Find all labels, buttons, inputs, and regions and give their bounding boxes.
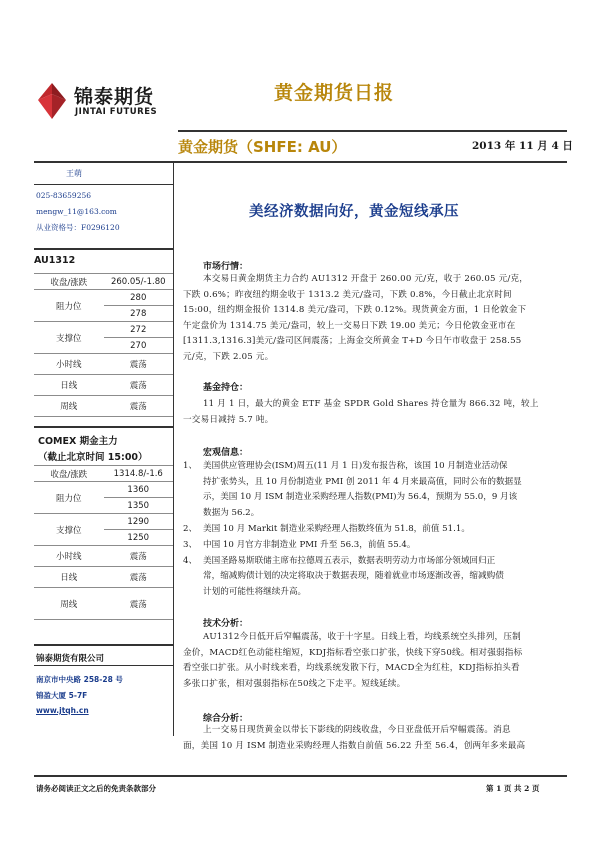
support-label: 支撑位: [34, 322, 104, 354]
macro-item-number: 4、: [183, 556, 198, 566]
resistance-label: 阻力位: [34, 482, 104, 514]
comex-section-divider: [34, 426, 173, 428]
trend-label: 小时线: [34, 354, 104, 375]
macro-item-line: 美国 10 月 Markit 制造业采购经理人指数终值为 51.8，前值 51.1。: [203, 524, 470, 534]
comex-quote-table: [34, 465, 173, 620]
au1312-heading: AU1312: [34, 255, 76, 266]
support-value: 1250: [104, 530, 174, 546]
trend-value: 震荡: [104, 546, 174, 567]
table-row: [34, 546, 173, 567]
company-address-line1: 南京市中央路 258-28 号: [36, 675, 123, 684]
table-row: [34, 290, 173, 306]
table-row: [34, 375, 173, 396]
market-line: 本交易日黄金期货主力合约 AU1312 开盘于 260.00 元/克，收于 260.05 元/克，: [203, 274, 529, 284]
comex-subheading: （截止北京时间 15:00）: [38, 452, 148, 463]
trend-label: 日线: [34, 375, 104, 396]
close-label: 收盘/涨跌: [34, 466, 104, 482]
logo-english-name: JINTAI FUTURES: [75, 107, 158, 117]
footer-disclaimer: 请务必阅读正文之后的免责条款部分: [36, 784, 156, 793]
tech-section-title: 技术分析：: [203, 619, 249, 629]
au1312-quote-table: [34, 273, 173, 417]
company-website[interactable]: www.jtqh.cn: [36, 706, 89, 715]
macro-item-line: 美国供应管理协会(ISM)周五(11 月 1 日)发布报告称，该国 10 月制造业活动保: [203, 461, 508, 471]
macro-section-title: 宏观信息：: [203, 448, 249, 458]
company-name-divider: [34, 665, 173, 666]
trend-value: 震荡: [104, 396, 174, 417]
company-name: 锦泰期货有限公司: [36, 654, 105, 664]
tech-line: 多张口扩张，相对强弱指标在50线之下走平。短线延续。: [183, 679, 406, 689]
resistance-value: 1360: [104, 482, 174, 498]
footer-divider: [34, 775, 567, 777]
table-row: [34, 482, 173, 498]
trend-value: 震荡: [104, 354, 174, 375]
top-divider: [178, 130, 567, 132]
close-label: 收盘/涨跌: [34, 274, 104, 290]
support-label: 支撑位: [34, 514, 104, 546]
summary-line: 面，美国 10 月 ISM 制造业采购经理人指数自前值 56.22 升至 56.4，创两年多来最高: [183, 741, 526, 751]
market-line: 元/克，下跌 2.05 元。: [183, 352, 274, 362]
au-section-divider: [34, 248, 173, 250]
macro-item-line: 持扩张势头，且 10 月份制造业 PMI 创 2011 年 4 月来最高值，同时公布的数据显: [203, 477, 522, 487]
trend-value: 震荡: [104, 567, 174, 588]
fund-line: 一交易日减持 5.7 吨。: [183, 415, 274, 425]
logo-chinese-name: 锦泰期货: [74, 86, 155, 108]
jintai-logo-icon: [34, 82, 70, 120]
tech-line: 看空张口扩张。从小时线来看，均线系统发散下行，MACD全为红柱，KDJ指标拍头看: [183, 663, 520, 673]
analyst-phone: 025-83659256: [36, 191, 92, 200]
summary-line: 上一交易日现货黄金以带长下影线的阴线收盘，今日亚盘低开后窄幅震荡。消息: [203, 725, 511, 735]
analyst-name: 王萌: [66, 169, 82, 178]
tech-line: 金价，MACD红色动能柱缩短，KDJ指标看空张口扩张，快线下穿50线。相对强弱指标: [183, 648, 523, 658]
macro-item-line: 数据为 56.2。: [203, 508, 260, 518]
macro-item-line: 计划的可能性将继续升高。: [203, 587, 307, 597]
fund-line: 11 月 1 日，最大的黄金 ETF 基金 SPDR Gold Shares 持仓量为 866.32 吨，较上: [203, 399, 539, 409]
macro-item-number: 1、: [183, 461, 198, 471]
macro-item-line: 常，缩减购债计划的决定将取决于数据表现，随着就业市场逐渐改善，缩减购债: [203, 571, 504, 581]
analyst-divider: [34, 184, 173, 185]
company-logo: [34, 80, 174, 126]
table-row: [34, 588, 173, 620]
table-row: [34, 514, 173, 530]
page-number: 第 1 页 共 2 页: [486, 784, 540, 793]
column-divider: [173, 163, 174, 736]
table-row: [34, 466, 173, 482]
table-row: [34, 274, 173, 290]
summary-section-title: 综合分析：: [203, 714, 249, 724]
resistance-value: 278: [104, 306, 174, 322]
market-section-title: 市场行情：: [203, 262, 249, 272]
trend-label: 日线: [34, 567, 104, 588]
close-value: 1314.8/-1.6: [104, 466, 174, 482]
macro-item-number: 2、: [183, 524, 198, 534]
band-divider: [34, 161, 567, 163]
fund-section-title: 基金持仓：: [203, 383, 249, 393]
support-value: 1290: [104, 514, 174, 530]
report-title: 黄金期货日报: [274, 82, 395, 104]
macro-item-number: 3、: [183, 540, 198, 550]
trend-label: 小时线: [34, 546, 104, 567]
tech-line: AU1312今日低开后窄幅震荡，收于十字星。日线上看，均线系统空头排列，压制: [203, 632, 521, 642]
analyst-email[interactable]: mengw_11@163.com: [36, 207, 117, 216]
support-value: 272: [104, 322, 174, 338]
support-value: 270: [104, 338, 174, 354]
table-row: [34, 354, 173, 375]
resistance-value: 1350: [104, 498, 174, 514]
resistance-label: 阻力位: [34, 290, 104, 322]
resistance-value: 280: [104, 290, 174, 306]
analyst-license: 从业资格号：F0296120: [36, 223, 120, 232]
company-divider: [34, 644, 173, 646]
market-line: 15:00，纽约期金报价 1314.8 美元/盎司，下跌 0.12%。现货黄金方面，1 日伦敦金下: [183, 305, 527, 315]
table-row: [34, 567, 173, 588]
article-headline: 美经济数据向好，黄金短线承压: [249, 204, 459, 220]
trend-value: 震荡: [104, 588, 174, 620]
macro-item-line: 示，美国 10 月 ISM 制造业采购经理人指数(PMI)为 56.4，预期为 55.0，9 月该: [203, 492, 518, 502]
market-line: [1311.3,1316.3]美元/盎司区间震荡；上海金交所黄金 T+D 今日午市收盘于 258.55: [183, 336, 522, 346]
market-line: 午定盘价为 1314.75 美元/盎司，较上一交易日下跌 19.00 美元；今日伦敦金亚市在: [183, 321, 516, 331]
trend-label: 周线: [34, 396, 104, 417]
macro-item-line: 中国 10 月官方非制造业 PMI 升至 56.3，前值 55.4。: [203, 540, 416, 550]
macro-item-line: 美国圣路易斯联储主席布拉德周五表示，数据表明劳动力市场部分领域回归正: [203, 556, 496, 566]
trend-label: 周线: [34, 588, 104, 620]
table-row: [34, 396, 173, 417]
close-value: 260.05/-1.80: [104, 274, 174, 290]
market-line: 下跌 0.6%；昨夜纽约期金收于 1313.2 美元/盎司，下跌 0.8%，今日截止北京时间: [183, 290, 512, 300]
trend-value: 震荡: [104, 375, 174, 396]
product-title: 黄金期货（SHFE: AU）: [178, 138, 347, 156]
comex-heading: COMEX 期金主力: [38, 436, 118, 447]
company-address-line2: 锦盈大厦 5-7F: [36, 691, 88, 700]
report-date: 2013 年 11 月 4 日: [472, 140, 573, 152]
table-row: [34, 322, 173, 338]
